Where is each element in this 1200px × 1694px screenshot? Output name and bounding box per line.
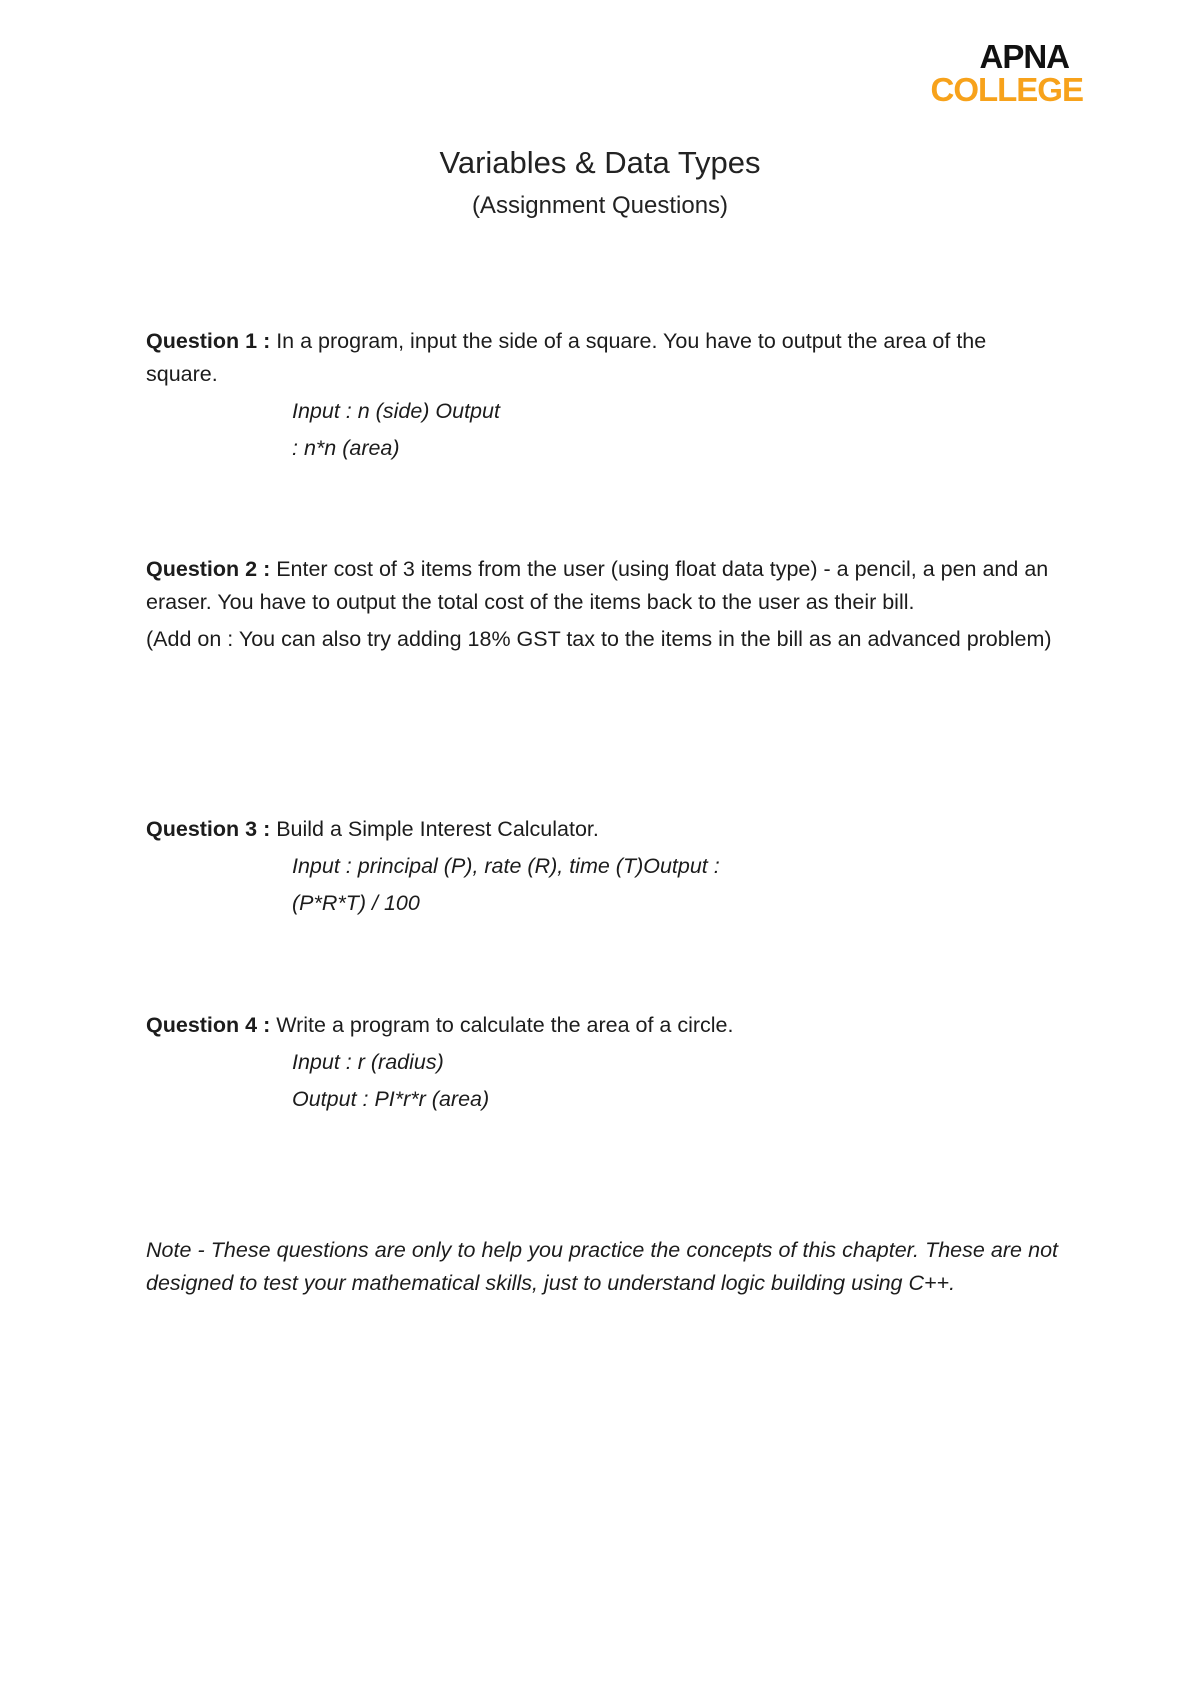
logo-line-apna: APNA [979,38,1069,75]
question-3-io [146,848,1058,922]
question-1-io-line-2: : n*n (area) [292,436,400,460]
question-2 [146,553,1058,656]
page-title: Variables & Data Types [439,145,761,180]
question-1-io-line-1: Input : n (side) Output [292,399,500,423]
question-4-io-line-2: Output : PI*r*r (area) [292,1087,490,1111]
question-3 [146,813,1058,922]
question-3-label: Question 3 : [146,817,271,841]
question-3-io-line-1: Input : principal (P), rate (R), time (T)Output : [292,854,720,878]
question-1-io [146,393,1058,467]
question-1-body: In a program, input the side of a square. You have to output the area of the square. [146,329,987,386]
question-4-text [146,1009,1058,1042]
question-2-text [146,553,1058,619]
question-2-addon: (Add on : You can also try adding 18% GST tax to the items in the bill as an advanced problem) [146,627,1052,651]
question-2-label: Question 2 : [146,557,271,581]
question-4 [146,1009,1058,1118]
question-2-body: Enter cost of 3 items from the user (using float data type) - a pencil, a pen and an eraser. You have to output the total cost of the items back to the user as their bill. [146,557,1049,614]
question-1 [146,325,1058,467]
logo-line-college: COLLEGE [930,71,1083,108]
question-3-body: Build a Simple Interest Calculator. [270,817,599,841]
apna-college-logo [930,40,1083,106]
question-1-label: Question 1 : [146,329,271,353]
page-subtitle: (Assignment Questions) [471,192,729,219]
question-1-text [146,325,1058,391]
question-3-io-line-2: (P*R*T) / 100 [292,891,420,915]
question-4-io-line-1: Input : r (radius) [292,1050,444,1074]
question-3-text [146,813,1058,846]
question-4-label: Question 4 : [146,1013,271,1037]
question-4-io [146,1044,1058,1118]
practice-note: Note - These questions are only to help you practice the concepts of this chapter. These are not designed to test your mathematical skills, just to understand logic building using C++. [146,1238,1058,1295]
question-4-body: Write a program to calculate the area of a circle. [270,1013,734,1037]
